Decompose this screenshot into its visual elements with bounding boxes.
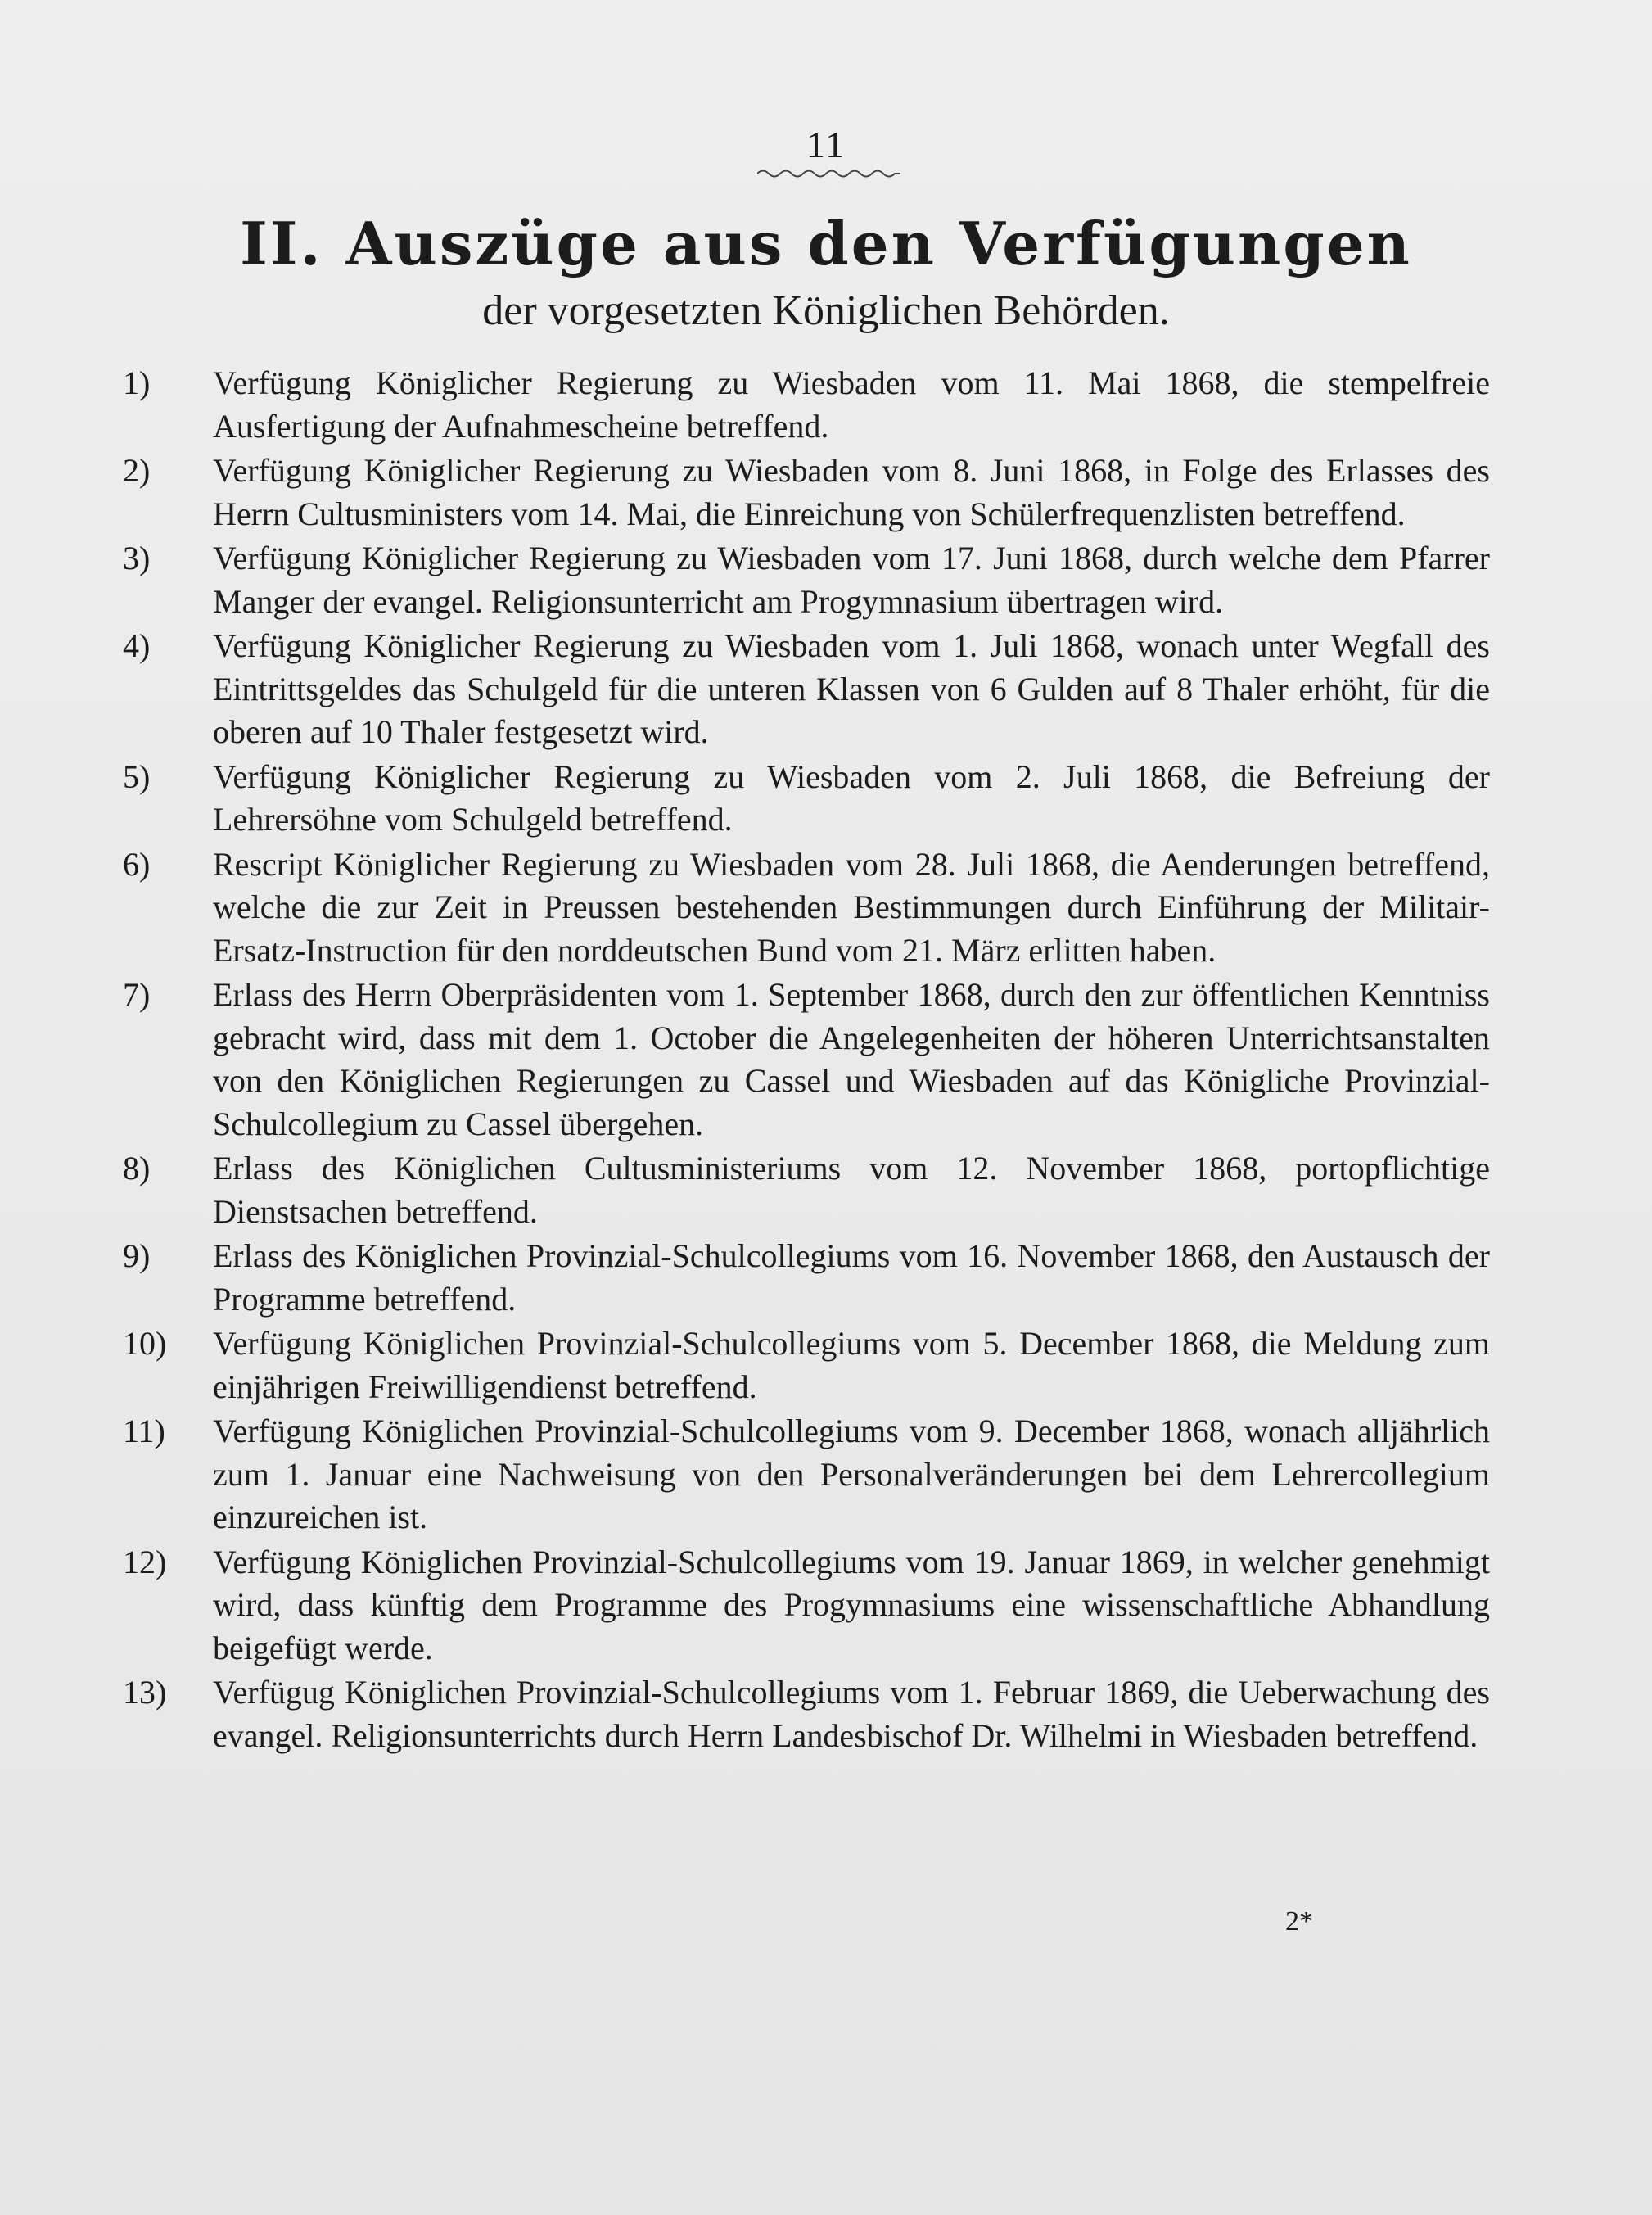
item-number: 8) [123, 1150, 151, 1187]
item-text: Verfügung Königlicher Regierung zu Wiesbaden vom 17. Juni 1868, durch welche dem Pfarrer Manger der evangel. Religionsunterricht am Progymnasium übertragen wird. [213, 540, 1490, 620]
decree-list [123, 362, 1490, 1759]
item-number: 13) [123, 1674, 167, 1711]
signature-mark: 2* [1285, 1906, 1313, 1937]
item-text: Verfügung Königlicher Regierung zu Wiesbaden vom 8. Juni 1868, in Folge des Erlasses des Herrn Cultusministers vom 14. Mai, die Einreichung von Schülerfrequenzlisten betreffend. [213, 452, 1490, 532]
item-text: Erlass des Königlichen Cultusministeriums vom 12. November 1868, portopflichtige Dienstsachen betreffend. [213, 1150, 1490, 1230]
list-item [123, 362, 1490, 448]
item-number: 5) [123, 757, 151, 795]
item-text: Verfügung Königlicher Regierung zu Wiesbaden vom 11. Mai 1868, die stempelfreie Ausfertigung der Aufnahmescheine betreffend. [213, 364, 1490, 445]
list-item [123, 1322, 1490, 1408]
list-item [123, 625, 1490, 754]
list-item [123, 1541, 1490, 1670]
item-text: Verfügung Königlichen Provinzial-Schulcollegiums vom 9. December 1868, wonach alljährlich zum 1. Januar eine Nachweisung von den Personalveränderungen bei dem Lehrercollegium einzureichen ist. [213, 1413, 1490, 1535]
list-item [123, 450, 1490, 536]
list-item [123, 1671, 1490, 1757]
item-text: Verfügung Königlicher Regierung zu Wiesbaden vom 2. Juli 1868, die Befreiung der Lehrersöhne vom Schulgeld betreffend. [213, 757, 1490, 838]
list-item [123, 1235, 1490, 1321]
item-number: 12) [123, 1543, 167, 1580]
section-heading: II. Auszüge aus den Verfügungen [240, 209, 1412, 278]
item-number: 2) [123, 452, 151, 489]
item-text: Verfügung Königlichen Provinzial-Schulcollegiums vom 19. Januar 1869, in welcher genehmigt wird, dass künftig dem Programme des Progymnasiums eine wissenschaftliche Abhandlung beigefügt werde. [213, 1543, 1490, 1666]
list-item [123, 1410, 1490, 1539]
list-item [123, 843, 1490, 973]
item-text: Verfügung Königlicher Regierung zu Wiesbaden vom 1. Juli 1868, wonach unter Wegfall des Eintrittsgeldes das Schulgeld für die unteren Klassen von 6 Gulden auf 8 Thaler erhöht, für die oberen auf 10 Thaler festgesetzt wird. [213, 627, 1490, 750]
list-item [123, 1147, 1490, 1233]
page-number: 11 [806, 124, 846, 165]
item-text: Verfügug Königlichen Provinzial-Schulcollegiums vom 1. Februar 1869, die Ueberwachung des evangel. Religionsunterrichts durch Herrn Landesbischof Dr. Wilhelmi in Wiesbaden betreffend. [213, 1674, 1490, 1754]
item-number: 3) [123, 540, 151, 576]
item-number: 1) [123, 364, 151, 401]
item-number: 6) [123, 845, 151, 883]
list-item [123, 537, 1490, 623]
list-item [123, 974, 1490, 1146]
decorative-wavy-rule [757, 168, 900, 179]
item-number: 7) [123, 976, 151, 1013]
item-number: 9) [123, 1237, 151, 1274]
item-text: Erlass des Herrn Oberpräsidenten vom 1. September 1868, durch den zur öffentlichen Kenntniss gebracht wird, dass mit dem 1. October die Angelegenheiten der höheren Unterrichtsanstalten von den Königlichen Regierungen zu Cassel und Wiesbaden auf das Königliche Provinzial-Schulcollegium zu Cassel übergehen. [213, 976, 1490, 1142]
item-text: Rescript Königlicher Regierung zu Wiesbaden vom 28. Juli 1868, die Aenderungen betreffend, welche die zur Zeit in Preussen bestehenden Bestimmungen durch Einführung der Militair-Ersatz-Instruction für den norddeutschen Bund vom 21. März erlitten haben. [213, 845, 1490, 969]
item-number: 10) [123, 1325, 167, 1362]
item-text: Verfügung Königlichen Provinzial-Schulcollegiums vom 5. December 1868, die Meldung zum einjährigen Freiwilligendienst betreffend. [213, 1325, 1490, 1405]
section-subheading: der vorgesetzten Königlichen Behörden. [482, 287, 1170, 334]
item-number: 4) [123, 627, 151, 664]
item-text: Erlass des Königlichen Provinzial-Schulcollegiums vom 16. November 1868, den Austausch der Programme betreffend. [213, 1237, 1490, 1318]
item-number: 11) [123, 1413, 165, 1449]
list-item [123, 756, 1490, 842]
